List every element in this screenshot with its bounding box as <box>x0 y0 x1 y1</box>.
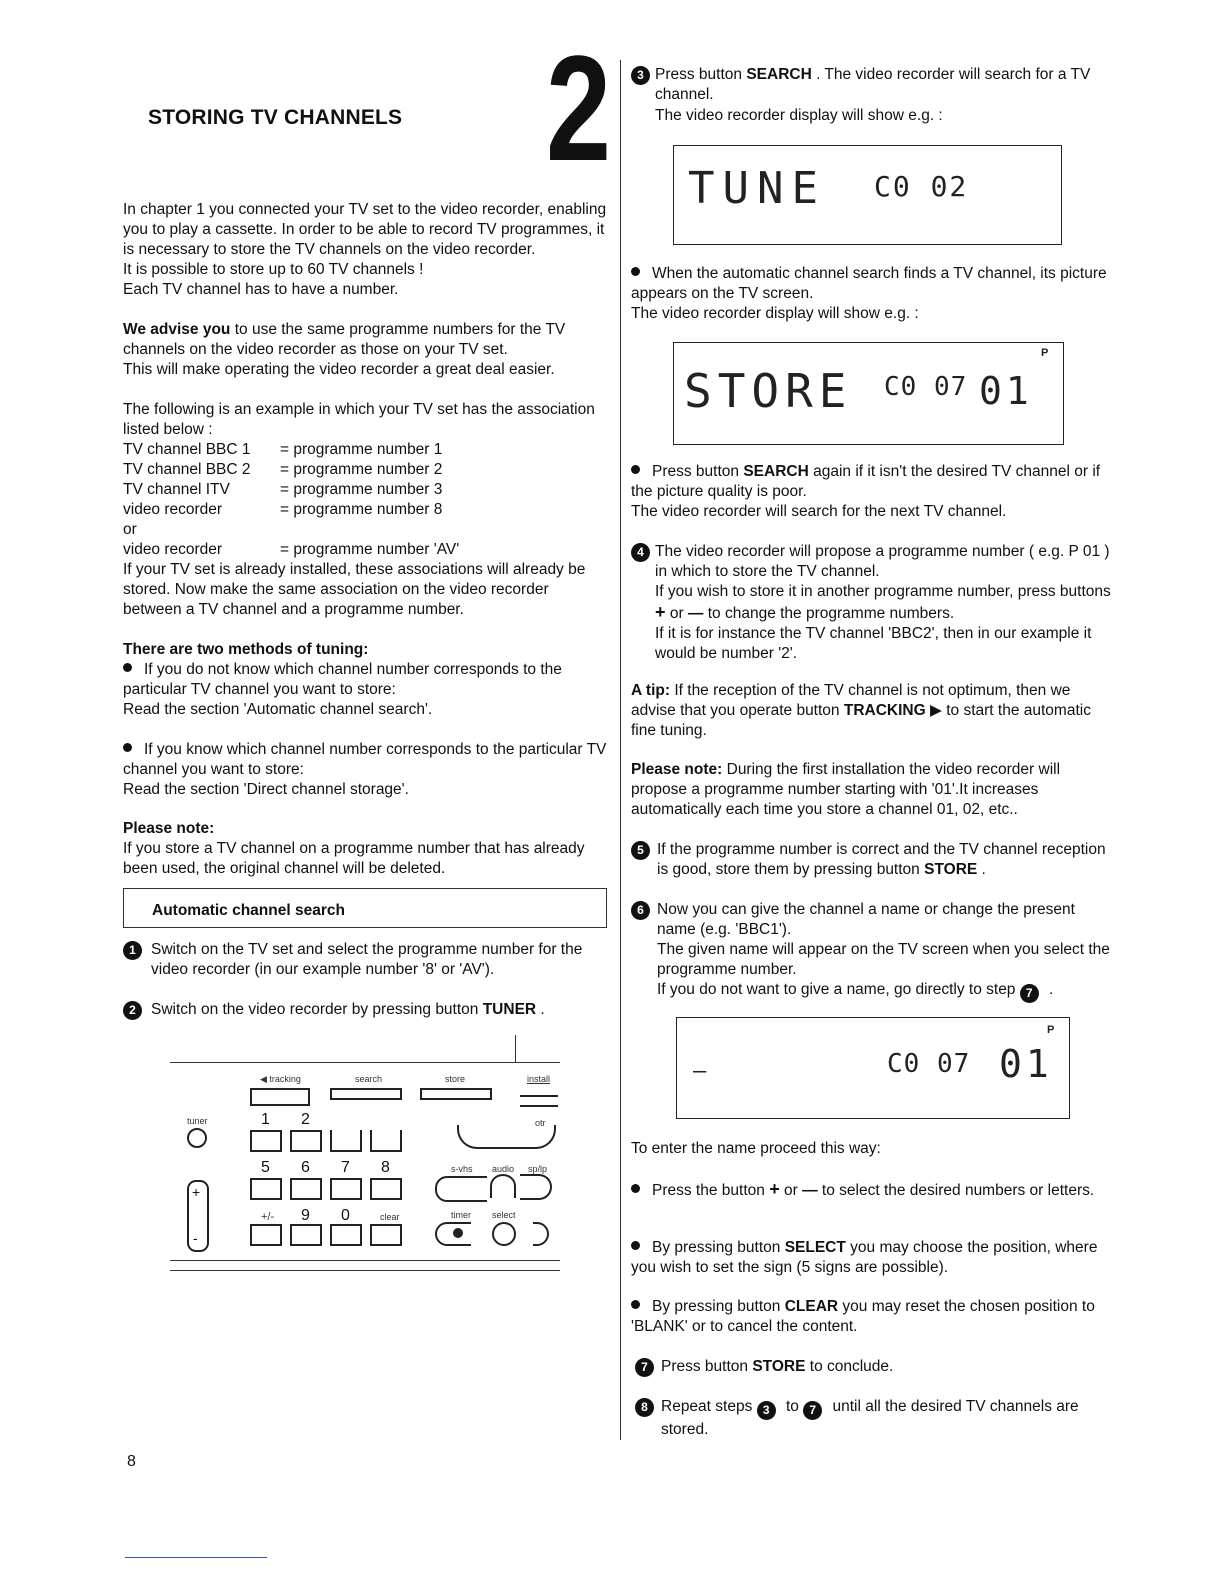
lcd-word: TUNE <box>688 163 826 214</box>
name-bullet-3: By pressing button CLEAR you may reset the chosen position to 'BLANK' or to cancel the content. <box>631 1298 1095 1335</box>
bullet-icon <box>631 1241 640 1250</box>
tracking-label: ◀ tracking <box>260 1074 301 1084</box>
found-text-2: The video recorder display will show e.g. : <box>631 305 919 322</box>
step-3-display-text: The video recorder display will show e.g. : <box>655 107 943 124</box>
plus-icon[interactable]: + <box>192 1184 201 1200</box>
association-row: video recorder = programme number 8 <box>123 501 443 518</box>
step-number-icon: 4 <box>631 543 650 562</box>
minus-icon[interactable]: - <box>193 1230 198 1246</box>
digit-4-button[interactable] <box>370 1130 402 1152</box>
digit-1-button[interactable] <box>250 1130 282 1152</box>
otr-button[interactable] <box>457 1125 556 1149</box>
select-button[interactable] <box>492 1222 516 1246</box>
search-button-ref: SEARCH <box>746 66 812 83</box>
step-4-text-c: If it is for instance the TV channel 'BBC2', then in our example it would be number '2'. <box>655 625 1092 662</box>
bullet-icon <box>631 267 640 276</box>
audio-label: audio <box>492 1164 515 1174</box>
digit-5-button[interactable] <box>250 1178 282 1200</box>
note-section <box>123 819 608 879</box>
note-bold: Please note: <box>631 761 723 778</box>
association-row: TV channel BBC 2 = programme number 2 <box>123 461 443 478</box>
plus-icon: + <box>655 602 666 622</box>
search-button-ref: SEARCH <box>743 463 809 480</box>
step-ref-icon: 7 <box>803 1401 822 1420</box>
method-1-text: If you do not know which channel number corresponds to the particular TV channel you want to store: <box>123 661 562 698</box>
select-button-ref: SELECT <box>784 1239 846 1256</box>
remote-control-panel: ◀ tracking search store install tuner 1 2 otr 5 6 7 8 s-vhs audio sp/lp + - +/- 9 0 clear timer select <box>165 1030 565 1280</box>
step-6-text-a: Now you can give the channel a name or change the present name (e.g. 'BBC1'). <box>657 901 1075 938</box>
digit-6-button[interactable] <box>290 1178 322 1200</box>
bullet-icon <box>631 1184 640 1193</box>
tracking-icon: ▶ <box>929 702 942 719</box>
step-1-text: Switch on the TV set and select the programme number for the video recorder (in our example number '8' or 'AV'). <box>151 941 583 978</box>
lcd-display-name <box>676 1017 1070 1119</box>
method-2-text: If you know which channel number corresponds to the particular TV channel you want to store: <box>123 741 607 778</box>
intro-text-3: Each TV channel has to have a number. <box>123 281 399 298</box>
note-heading: Please note: <box>123 820 215 837</box>
tuner-label: tuner <box>187 1116 208 1126</box>
store-button[interactable] <box>420 1088 492 1100</box>
side-button[interactable] <box>533 1222 549 1246</box>
advise-bold: We advise you <box>123 321 231 338</box>
intro-text: In chapter 1 you connected your TV set to the video recorder, enabling you to play a cassette. In order to be able to record TV programmes, it is necessary to store the TV channels on the video recorder. <box>123 201 607 258</box>
lcd-word: STORE <box>684 364 853 418</box>
install-label: install <box>527 1074 551 1084</box>
otr-label: otr <box>535 1118 546 1128</box>
digit-3-button[interactable] <box>330 1130 362 1152</box>
digit-8-button[interactable] <box>370 1178 402 1200</box>
tuner-button-ref: TUNER <box>482 1001 537 1018</box>
step-ref-icon: 3 <box>757 1401 776 1420</box>
intro-paragraph <box>123 200 608 300</box>
step-number-icon: 1 <box>123 941 142 960</box>
installed-text: If your TV set is already installed, these associations will already be stored. Now make the same association on the video recorder between a TV channel and a programme number. <box>123 561 586 618</box>
lcd-programme-number: 01 <box>979 369 1033 413</box>
step-number-icon: 3 <box>631 66 650 85</box>
clear-button-ref: CLEAR <box>784 1298 839 1315</box>
lcd-channel: C0 07 <box>884 372 968 402</box>
store-label: store <box>445 1074 466 1084</box>
step-number-icon: 2 <box>123 1001 142 1020</box>
association-row: video recorder = programme number 'AV' <box>123 541 460 558</box>
clear-label: clear <box>380 1212 400 1222</box>
section-title: Automatic channel search <box>152 902 345 919</box>
advise-text-2: This will make operating the video recorder a great deal easier. <box>123 361 555 378</box>
step-number-icon: 5 <box>631 841 650 860</box>
search-again-paragraph: Press button SEARCH again if it isn't the desired TV channel or if the picture quality is poor. The video recorder will search for the next TV channel. <box>631 462 1116 522</box>
method-1-ref: Read the section 'Automatic channel search'. <box>123 701 433 718</box>
chapter-number: 2 <box>546 24 612 192</box>
timer-button[interactable] <box>435 1222 471 1246</box>
bullet-icon <box>631 465 640 474</box>
search-label: search <box>355 1074 383 1084</box>
association-row: TV channel BBC 1 = programme number 1 <box>123 441 443 458</box>
store-button-ref: STORE <box>924 861 978 878</box>
tip-paragraph: A tip: If the reception of the TV channel is not optimum, then we advise that you operate button TRACKING ▶ to start the automatic fine tuning. <box>631 682 1091 739</box>
step-number-icon: 6 <box>631 901 650 920</box>
svhs-label: s-vhs <box>451 1164 473 1174</box>
select-label: select <box>492 1210 516 1220</box>
lcd-display-tune <box>673 145 1062 245</box>
tip-bold: A tip: <box>631 682 671 699</box>
column-divider <box>620 60 621 1440</box>
splp-label: sp/lp <box>528 1164 548 1174</box>
timer-dot-icon <box>453 1228 463 1238</box>
methods-section <box>123 640 608 800</box>
tracking-button-ref: TRACKING <box>843 702 926 719</box>
example-intro: The following is an example in which your TV set has the association listed below : <box>123 401 595 438</box>
found-paragraph <box>631 264 1116 324</box>
search-button[interactable] <box>330 1088 402 1100</box>
lcd-display-store <box>673 342 1064 445</box>
digit-2-button[interactable] <box>290 1130 322 1152</box>
minus-icon: — <box>687 605 704 622</box>
page-title: STORING TV CHANNELS <box>148 106 403 129</box>
step-6-text-b: The given name will appear on the TV screen when you select the programme number. <box>657 941 1110 978</box>
blinking-cursor-icon: — <box>693 1059 707 1084</box>
step-number-icon: 8 <box>635 1398 654 1417</box>
digit-0-button[interactable] <box>330 1224 362 1246</box>
lcd-p-label: P <box>1041 347 1049 359</box>
digit-7-button[interactable] <box>330 1178 362 1200</box>
step-ref-icon: 7 <box>1020 984 1039 1003</box>
lcd-p-label: P <box>1047 1024 1055 1036</box>
clear-button[interactable] <box>370 1224 402 1246</box>
digit-9-button[interactable] <box>290 1224 322 1246</box>
method-2-ref: Read the section 'Direct channel storage'. <box>123 781 409 798</box>
bullet-icon <box>123 743 132 752</box>
lcd-programme-number: 01 <box>999 1042 1053 1086</box>
name-intro: To enter the name proceed this way: <box>631 1140 881 1157</box>
tuner-button[interactable] <box>187 1128 207 1148</box>
programme-rocker[interactable] <box>187 1180 209 1252</box>
audio-button[interactable] <box>490 1174 516 1198</box>
note-paragraph: Please note: During the first installation the video recorder will propose a programme number starting with '01'.It increases automatically each time you store a channel 01, 02, etc.. <box>631 761 1061 818</box>
minus-icon: — <box>802 1182 818 1199</box>
search-again-text-2: The video recorder will search for the next TV channel. <box>631 503 1007 520</box>
svhs-button[interactable] <box>435 1176 487 1202</box>
advise-paragraph <box>123 320 608 380</box>
name-bullet-1: Press the button + or — to select the desired numbers or letters. <box>631 1179 1116 1201</box>
store-button-ref: STORE <box>752 1358 806 1375</box>
lcd-channel: C0 02 <box>874 170 969 203</box>
footer-rule <box>125 1557 267 1558</box>
tracking-button[interactable] <box>250 1088 310 1106</box>
splp-button[interactable] <box>520 1174 552 1200</box>
lcd-channel: C0 07 <box>887 1049 971 1079</box>
timer-label: timer <box>451 1210 471 1220</box>
page-number: 8 <box>127 1453 136 1470</box>
name-bullet-2: By pressing button SELECT you may choose the position, where you wish to set the sign (5 signs are possible). <box>631 1239 1098 1276</box>
bullet-icon <box>631 1300 640 1309</box>
advise-text: to use the same programme numbers for the TV channels on the video recorder as those on your TV set. <box>123 321 566 358</box>
intro-text-2: It is possible to store up to 60 TV channels ! <box>123 261 424 278</box>
note-text: If you store a TV channel on a programme number that has already been used, the original channel will be deleted. <box>123 840 585 877</box>
association-row: TV channel ITV = programme number 3 <box>123 481 443 498</box>
or-text: or <box>123 521 137 538</box>
plus-icon: + <box>769 1179 780 1199</box>
step-4-text-a: The video recorder will propose a programme number ( e.g. P 01 ) in which to store the TV channel. <box>655 543 1110 580</box>
example-paragraph <box>123 400 608 620</box>
found-text: When the automatic channel search finds a TV channel, its picture appears on the TV screen. <box>631 265 1107 302</box>
section-header-box <box>123 888 607 928</box>
plus-minus-button[interactable] <box>250 1224 282 1246</box>
step-number-icon: 7 <box>635 1358 654 1377</box>
methods-heading: There are two methods of tuning: <box>123 641 369 658</box>
bullet-icon <box>123 663 132 672</box>
